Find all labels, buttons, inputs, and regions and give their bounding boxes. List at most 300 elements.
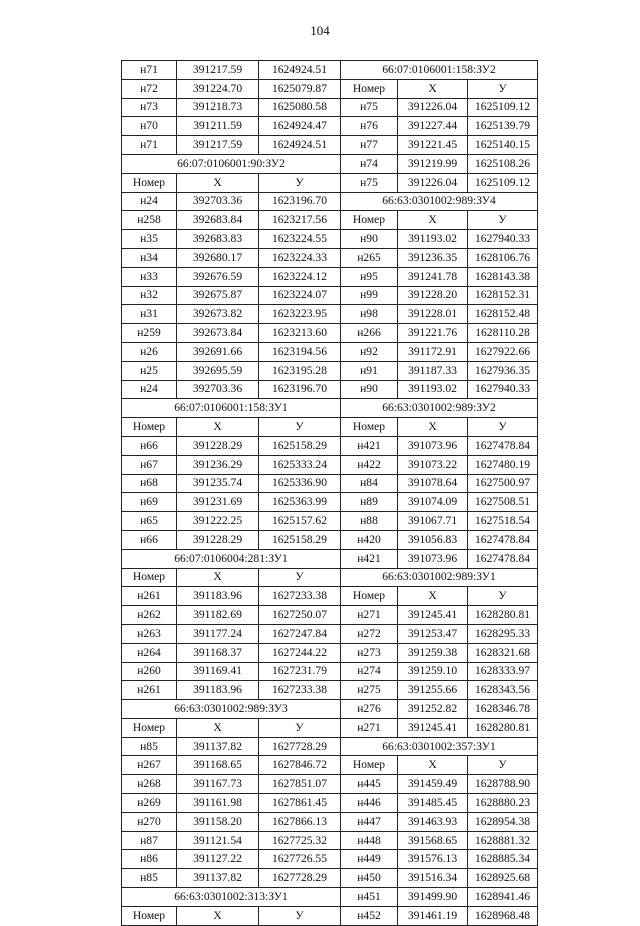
y-cell: У <box>468 587 538 606</box>
y-cell: 1628321.68 <box>468 643 538 662</box>
y-cell: 1623217.56 <box>259 211 341 230</box>
point-cell: н87 <box>122 831 177 850</box>
x-cell: 391056.83 <box>398 530 468 549</box>
table-row <box>122 230 538 249</box>
point-cell: н421 <box>341 436 398 455</box>
y-cell: У <box>468 211 538 230</box>
point-cell: н66 <box>122 436 177 455</box>
x-cell: 391252.82 <box>398 700 468 719</box>
table-row <box>122 286 538 305</box>
y-cell: 1623195.28 <box>259 361 341 380</box>
point-cell: н90 <box>341 230 398 249</box>
y-cell: 1623213.60 <box>259 324 341 343</box>
y-cell: 1627936.35 <box>468 361 538 380</box>
point-cell: н274 <box>341 662 398 681</box>
point-cell: н421 <box>341 549 398 568</box>
x-cell: 391259.38 <box>398 643 468 662</box>
point-cell: н92 <box>341 342 398 361</box>
y-cell: 1624924.47 <box>259 117 341 136</box>
point-cell: н34 <box>122 248 177 267</box>
point-cell: н260 <box>122 662 177 681</box>
y-cell: 1625363.99 <box>259 493 341 512</box>
point-cell: н446 <box>341 794 398 813</box>
table-row <box>122 737 538 756</box>
table-row <box>122 700 538 719</box>
y-cell: 1625080.58 <box>259 98 341 117</box>
y-cell: 1623223.95 <box>259 305 341 324</box>
y-cell: 1628152.48 <box>468 305 538 324</box>
point-cell: н69 <box>122 493 177 512</box>
point-cell: н95 <box>341 267 398 286</box>
x-cell: 391127.22 <box>177 850 259 869</box>
x-cell: 391217.59 <box>177 61 259 80</box>
x-cell: X <box>177 568 259 587</box>
point-cell: н71 <box>122 61 177 80</box>
x-cell: 391228.29 <box>177 436 259 455</box>
x-cell: 391236.29 <box>177 455 259 474</box>
table-row <box>122 192 538 211</box>
point-cell: н89 <box>341 493 398 512</box>
y-cell: 1627233.38 <box>259 681 341 700</box>
x-cell: 391259.10 <box>398 662 468 681</box>
y-cell: У <box>259 173 341 192</box>
y-cell: 1628925.68 <box>468 869 538 888</box>
y-cell: 1623224.12 <box>259 267 341 286</box>
table-row <box>122 455 538 474</box>
table-row <box>122 493 538 512</box>
x-cell: 391121.54 <box>177 831 259 850</box>
point-cell: н31 <box>122 305 177 324</box>
table-row <box>122 305 538 324</box>
x-cell: 391193.02 <box>398 230 468 249</box>
x-cell: 391463.93 <box>398 812 468 831</box>
point-cell: н73 <box>122 98 177 117</box>
x-cell: X <box>177 418 259 437</box>
x-cell: X <box>177 718 259 737</box>
point-cell: н422 <box>341 455 398 474</box>
x-cell: 391226.04 <box>398 98 468 117</box>
table-row <box>122 267 538 286</box>
point-cell: н70 <box>122 117 177 136</box>
table-row <box>122 756 538 775</box>
y-cell: 1627500.97 <box>468 474 538 493</box>
point-cell: н75 <box>341 173 398 192</box>
table-row <box>122 380 538 399</box>
y-cell: 1627866.13 <box>259 812 341 831</box>
y-cell: 1627478.84 <box>468 549 538 568</box>
y-cell: 1627940.33 <box>468 230 538 249</box>
x-cell: 391231.69 <box>177 493 259 512</box>
y-cell: У <box>468 756 538 775</box>
point-cell: н275 <box>341 681 398 700</box>
table-row <box>122 79 538 98</box>
x-cell: 392683.83 <box>177 230 259 249</box>
point-cell: н91 <box>341 361 398 380</box>
y-cell: 1627478.84 <box>468 530 538 549</box>
y-cell: 1628280.81 <box>468 718 538 737</box>
x-cell: 391183.96 <box>177 587 259 606</box>
parcel-heading: 66:07:0106001:158:ЗУ2 <box>341 61 538 80</box>
y-cell: 1625140.15 <box>468 136 538 155</box>
table-row <box>122 474 538 493</box>
y-cell: 1628295.33 <box>468 624 538 643</box>
point-cell: Номер <box>122 173 177 192</box>
point-cell: н266 <box>341 324 398 343</box>
point-cell: н86 <box>122 850 177 869</box>
x-cell: 391137.82 <box>177 737 259 756</box>
x-cell: 391172.91 <box>398 342 468 361</box>
point-cell: н449 <box>341 850 398 869</box>
point-cell: н66 <box>122 530 177 549</box>
x-cell: 391241.78 <box>398 267 468 286</box>
y-cell: 1625109.12 <box>468 173 538 192</box>
point-cell: н74 <box>341 154 398 173</box>
x-cell: 391183.96 <box>177 681 259 700</box>
point-cell: н33 <box>122 267 177 286</box>
x-cell: 391219.99 <box>398 154 468 173</box>
point-cell: н76 <box>341 117 398 136</box>
point-cell: н448 <box>341 831 398 850</box>
table-row <box>122 98 538 117</box>
x-cell: 391221.45 <box>398 136 468 155</box>
point-cell: н263 <box>122 624 177 643</box>
y-cell: 1625108.26 <box>468 154 538 173</box>
y-cell: 1628968.48 <box>468 906 538 925</box>
parcel-heading: 66:63:0301002:357:ЗУ1 <box>341 737 538 756</box>
table-row <box>122 530 538 549</box>
point-cell: н264 <box>122 643 177 662</box>
point-cell: н267 <box>122 756 177 775</box>
x-cell: 391236.35 <box>398 248 468 267</box>
table-row <box>122 342 538 361</box>
point-cell: н84 <box>341 474 398 493</box>
point-cell: н77 <box>341 136 398 155</box>
table-row <box>122 248 538 267</box>
parcel-heading: 66:63:0301002:989:ЗУ1 <box>341 568 538 587</box>
table-row <box>122 568 538 587</box>
table-row <box>122 361 538 380</box>
y-cell: 1628106.76 <box>468 248 538 267</box>
table-row <box>122 587 538 606</box>
x-cell: 392673.84 <box>177 324 259 343</box>
table-row <box>122 775 538 794</box>
table-row <box>122 812 538 831</box>
table-row <box>122 211 538 230</box>
x-cell: 391499.90 <box>398 888 468 907</box>
x-cell: 392703.36 <box>177 192 259 211</box>
y-cell: 1623194.56 <box>259 342 341 361</box>
x-cell: 391221.76 <box>398 324 468 343</box>
y-cell: 1627247.84 <box>259 624 341 643</box>
x-cell: 391211.59 <box>177 117 259 136</box>
parcel-heading: 66:63:0301002:989:ЗУ3 <box>122 700 341 719</box>
point-cell: н26 <box>122 342 177 361</box>
x-cell: 392695.59 <box>177 361 259 380</box>
y-cell: 1627508.51 <box>468 493 538 512</box>
table-row <box>122 906 538 925</box>
x-cell: 392675.87 <box>177 286 259 305</box>
x-cell: 392691.66 <box>177 342 259 361</box>
table-row <box>122 61 538 80</box>
point-cell: н268 <box>122 775 177 794</box>
point-cell: н71 <box>122 136 177 155</box>
x-cell: 391568.65 <box>398 831 468 850</box>
x-cell: X <box>398 587 468 606</box>
x-cell: 391255.66 <box>398 681 468 700</box>
y-cell: 1625333.24 <box>259 455 341 474</box>
y-cell: 1628280.81 <box>468 606 538 625</box>
parcel-heading: 66:07:0106001:90:ЗУ2 <box>122 154 341 173</box>
point-cell: н85 <box>122 869 177 888</box>
point-cell: н451 <box>341 888 398 907</box>
point-cell: н270 <box>122 812 177 831</box>
y-cell: 1625336.90 <box>259 474 341 493</box>
point-cell: н262 <box>122 606 177 625</box>
x-cell: 391067.71 <box>398 512 468 531</box>
x-cell: 391168.37 <box>177 643 259 662</box>
x-cell: 391245.41 <box>398 606 468 625</box>
x-cell: 392673.82 <box>177 305 259 324</box>
x-cell: 391177.24 <box>177 624 259 643</box>
point-cell: н98 <box>341 305 398 324</box>
y-cell: 1628941.46 <box>468 888 538 907</box>
y-cell: У <box>259 568 341 587</box>
table-row <box>122 831 538 850</box>
point-cell: н90 <box>341 380 398 399</box>
point-cell: Номер <box>122 718 177 737</box>
table-row <box>122 117 538 136</box>
table-row <box>122 512 538 531</box>
point-cell: н68 <box>122 474 177 493</box>
x-cell: 391235.74 <box>177 474 259 493</box>
y-cell: 1627244.22 <box>259 643 341 662</box>
x-cell: 391222.25 <box>177 512 259 531</box>
x-cell: 391073.22 <box>398 455 468 474</box>
point-cell: н265 <box>341 248 398 267</box>
x-cell: 391218.73 <box>177 98 259 117</box>
table-row <box>122 549 538 568</box>
point-cell: н447 <box>341 812 398 831</box>
x-cell: 391228.01 <box>398 305 468 324</box>
y-cell: 1627231.79 <box>259 662 341 681</box>
y-cell: 1627250.07 <box>259 606 341 625</box>
x-cell: 391182.69 <box>177 606 259 625</box>
point-cell: н35 <box>122 230 177 249</box>
point-cell: Номер <box>122 906 177 925</box>
x-cell: X <box>398 756 468 775</box>
table-row <box>122 324 538 343</box>
point-cell: н420 <box>341 530 398 549</box>
x-cell: 391187.33 <box>398 361 468 380</box>
y-cell: У <box>259 906 341 925</box>
table-row <box>122 606 538 625</box>
y-cell: 1627861.45 <box>259 794 341 813</box>
point-cell: н272 <box>341 624 398 643</box>
point-cell: н269 <box>122 794 177 813</box>
x-cell: 391137.82 <box>177 869 259 888</box>
table-row <box>122 643 538 662</box>
y-cell: 1628343.56 <box>468 681 538 700</box>
y-cell: 1627478.84 <box>468 436 538 455</box>
y-cell: 1625158.29 <box>259 436 341 455</box>
x-cell: 391217.59 <box>177 136 259 155</box>
table-row <box>122 136 538 155</box>
y-cell: У <box>468 79 538 98</box>
x-cell: 391576.13 <box>398 850 468 869</box>
x-cell: 391227.44 <box>398 117 468 136</box>
y-cell: 1628954.38 <box>468 812 538 831</box>
y-cell: 1628110.28 <box>468 324 538 343</box>
point-cell: н65 <box>122 512 177 531</box>
y-cell: 1628143.38 <box>468 267 538 286</box>
table-row <box>122 850 538 869</box>
y-cell: У <box>259 418 341 437</box>
point-cell: н452 <box>341 906 398 925</box>
x-cell: 391167.73 <box>177 775 259 794</box>
x-cell: 391245.41 <box>398 718 468 737</box>
y-cell: 1627725.32 <box>259 831 341 850</box>
x-cell: 391169.41 <box>177 662 259 681</box>
y-cell: 1624924.51 <box>259 136 341 155</box>
y-cell: 1628788.90 <box>468 775 538 794</box>
y-cell: 1627846.72 <box>259 756 341 775</box>
point-cell: н67 <box>122 455 177 474</box>
y-cell: 1627940.33 <box>468 380 538 399</box>
parcel-heading: 66:63:0301002:989:ЗУ2 <box>341 399 538 418</box>
y-cell: 1628881.32 <box>468 831 538 850</box>
point-cell: н271 <box>341 606 398 625</box>
x-cell: X <box>398 211 468 230</box>
x-cell: X <box>398 418 468 437</box>
y-cell: 1628885.34 <box>468 850 538 869</box>
point-cell: н72 <box>122 79 177 98</box>
point-cell: Номер <box>341 79 398 98</box>
x-cell: X <box>177 173 259 192</box>
point-cell: н25 <box>122 361 177 380</box>
y-cell: 1628346.78 <box>468 700 538 719</box>
x-cell: X <box>398 79 468 98</box>
table-row <box>122 624 538 643</box>
y-cell: 1625157.62 <box>259 512 341 531</box>
point-cell: н85 <box>122 737 177 756</box>
y-cell: У <box>259 718 341 737</box>
point-cell: Номер <box>122 568 177 587</box>
y-cell: 1625139.79 <box>468 117 538 136</box>
x-cell: 391193.02 <box>398 380 468 399</box>
point-cell: н24 <box>122 380 177 399</box>
point-cell: н450 <box>341 869 398 888</box>
page-number: 104 <box>310 23 330 38</box>
x-cell: 392683.84 <box>177 211 259 230</box>
table-row <box>122 888 538 907</box>
point-cell: н261 <box>122 587 177 606</box>
x-cell: 391074.09 <box>398 493 468 512</box>
y-cell: 1627922.66 <box>468 342 538 361</box>
point-cell: н271 <box>341 718 398 737</box>
table-row <box>122 173 538 192</box>
point-cell: Номер <box>122 418 177 437</box>
y-cell: 1628152.31 <box>468 286 538 305</box>
x-cell: 392680.17 <box>177 248 259 267</box>
y-cell: 1627726.55 <box>259 850 341 869</box>
y-cell: 1623224.33 <box>259 248 341 267</box>
y-cell: 1627851.07 <box>259 775 341 794</box>
x-cell: 391228.20 <box>398 286 468 305</box>
point-cell: н258 <box>122 211 177 230</box>
x-cell: 392703.36 <box>177 380 259 399</box>
y-cell: 1628333.97 <box>468 662 538 681</box>
point-cell: н75 <box>341 98 398 117</box>
x-cell: 391073.96 <box>398 436 468 455</box>
point-cell: н276 <box>341 700 398 719</box>
y-cell: 1623224.07 <box>259 286 341 305</box>
point-cell: Номер <box>341 418 398 437</box>
table-row <box>122 436 538 455</box>
point-cell: н445 <box>341 775 398 794</box>
point-cell: н24 <box>122 192 177 211</box>
point-cell: н273 <box>341 643 398 662</box>
x-cell: 391078.64 <box>398 474 468 493</box>
y-cell: 1625158.29 <box>259 530 341 549</box>
table-row <box>122 794 538 813</box>
x-cell: 391253.47 <box>398 624 468 643</box>
table-row <box>122 154 538 173</box>
table-row <box>122 869 538 888</box>
point-cell: н261 <box>122 681 177 700</box>
point-cell: н32 <box>122 286 177 305</box>
y-cell: 1627480.19 <box>468 455 538 474</box>
point-cell: н259 <box>122 324 177 343</box>
y-cell: 1623224.55 <box>259 230 341 249</box>
x-cell: 391226.04 <box>398 173 468 192</box>
y-cell: 1623196.70 <box>259 380 341 399</box>
x-cell: 391516.34 <box>398 869 468 888</box>
x-cell: 391168.65 <box>177 756 259 775</box>
y-cell: 1623196.70 <box>259 192 341 211</box>
y-cell: 1627233.38 <box>259 587 341 606</box>
parcel-heading: 66:63:0301002:313:ЗУ1 <box>122 888 341 907</box>
y-cell: 1624924.51 <box>259 61 341 80</box>
x-cell: X <box>177 906 259 925</box>
table-row <box>122 681 538 700</box>
point-cell: Номер <box>341 211 398 230</box>
y-cell: 1625109.12 <box>468 98 538 117</box>
x-cell: 391228.29 <box>177 530 259 549</box>
parcel-heading: 66:07:0106001:158:ЗУ1 <box>122 399 341 418</box>
x-cell: 391459.49 <box>398 775 468 794</box>
parcel-heading: 66:07:0106004:281:ЗУ1 <box>122 549 341 568</box>
y-cell: 1625079.87 <box>259 79 341 98</box>
x-cell: 391073.96 <box>398 549 468 568</box>
x-cell: 391161.98 <box>177 794 259 813</box>
y-cell: 1628880.23 <box>468 794 538 813</box>
x-cell: 391224.70 <box>177 79 259 98</box>
x-cell: 391461.19 <box>398 906 468 925</box>
point-cell: н88 <box>341 512 398 531</box>
table-row <box>122 718 538 737</box>
table-row <box>122 662 538 681</box>
y-cell: 1627728.29 <box>259 869 341 888</box>
table-row <box>122 418 538 437</box>
x-cell: 391158.20 <box>177 812 259 831</box>
x-cell: 391485.45 <box>398 794 468 813</box>
point-cell: Номер <box>341 587 398 606</box>
x-cell: 392676.59 <box>177 267 259 286</box>
point-cell: н99 <box>341 286 398 305</box>
y-cell: У <box>468 418 538 437</box>
point-cell: Номер <box>341 756 398 775</box>
y-cell: 1627518.54 <box>468 512 538 531</box>
